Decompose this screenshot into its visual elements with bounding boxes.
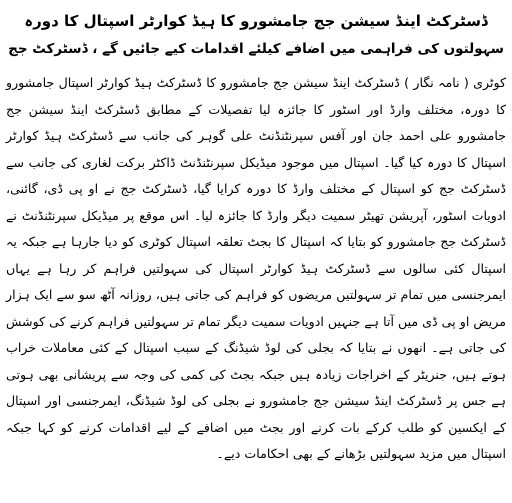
article-subheadline: سہولتوں کی فراہمی میں اضافے کیلئے اقدامات کیے جائیں گے ، ڈسٹرکٹ جج xyxy=(8,41,504,57)
article-headline: ڈسٹرکٹ اینڈ سیشن جج جامشورو کا ہیڈ کوارٹر اسپتال کا دورہ xyxy=(24,12,488,30)
article-body: کوٹری ( نامہ نگار ) ڈسٹرکٹ اینڈ سیشن جج جامشورو کا ڈسٹرکٹ ہیڈ کوارٹر اسپتال جامشورو کا دورہ، مختلف وارڈ اور اسٹور کا جائزہ لیا تفصیلات کے مطابق ڈسٹرکٹ اینڈ سیشن جج جامشورو علی احمد جان اور آفس سپرنٹنڈنٹ علی گوہر کی جانب سے ڈسٹرکٹ ہیڈ کوارٹر اسپتال کا دورہ کیا گیا۔ اسپتال میں موجود میڈیکل سپرنٹنڈنٹ ڈاکٹر برکت لغاری کی جانب سے ڈسٹرکٹ جج کو اسپتال کے مختلف وارڈ کا دورہ کرایا گیا، ڈسٹرکٹ جج نے او پی ڈی، گائنی، ادویات اسٹور، آپریشن تھیٹر سمیت دیگر وارڈ کا جائزہ لیا۔ اس موقع پر میڈیکل سپرنٹنڈنٹ نے ڈسٹرکٹ جج جامشورو کو بتایا کہ اسپتال کا بجٹ تعلقہ اسپتال کوٹری کو دیا جارہا ہے جبکہ یہ اسپتال کئی سالوں سے ڈسٹرکٹ ہیڈ کوارٹر اسپتال کی سہولتیں فراہم کر رہا ہے یہاں ایمرجنسی میں تمام تر سہولتیں مریضوں کو فراہم کی جاتی ہیں، روزانہ آٹھ سو سے ایک ہزار مریض او پی ڈی میں آتا ہے جنہیں ادویات سمیت دیگر تمام تر سہولتیں فراہم کرنے کی کوشش کی جاتی ہے۔ انھوں نے بتایا کہ بجلی کی لوڈ شیڈنگ کے سبب اسپتال کے کئی معاملات خراب ہوتے ہیں، جنریٹر کے اخراجات زیادہ ہیں جبکہ بجٹ کی کمی کی وجہ سے پریشانی بھی ہوتی ہے جس پر ڈسٹرکٹ اینڈ سیشن جج جامشورو نے بجلی کی لوڈ شیڈنگ، ایمرجنسی اور اسپتال کے ایکسین کو طلب کرکے بات کرنے اور بجٹ میں اضافے کے لیے اقدامات کرنے کو کہا جبکہ اسپتال میں مزید سہولتیں بڑھانے کے بھی احکامات دیے۔ xyxy=(6,75,506,461)
